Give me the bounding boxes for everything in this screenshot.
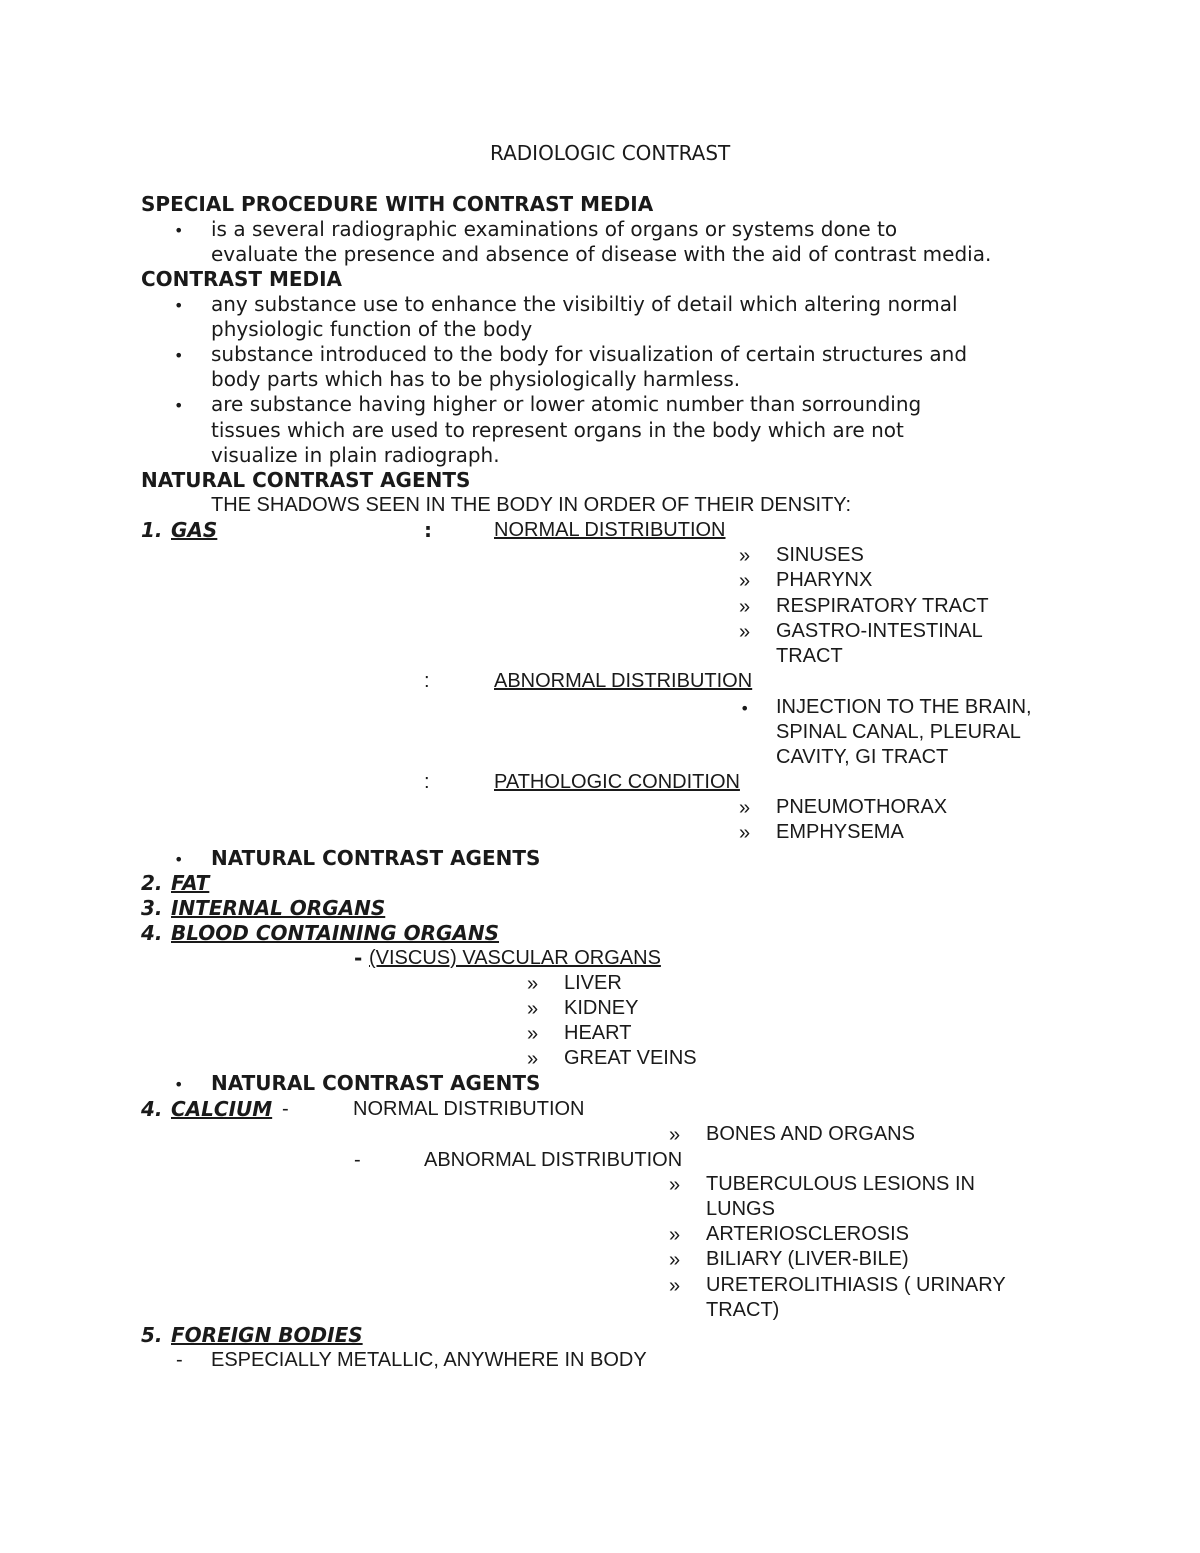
- dash: -: [176, 1349, 183, 1371]
- chevron-icon: »: [669, 1174, 681, 1196]
- contrast-media-line: tissues which are used to represent organs in the body which are not: [211, 418, 904, 442]
- list-item: BILIARY (LIVER-BILE): [706, 1248, 909, 1270]
- fat-label: FAT: [171, 871, 210, 895]
- chevron-icon: »: [527, 1048, 539, 1070]
- chevron-icon: »: [739, 797, 751, 819]
- list-item: PHARYNX: [776, 569, 873, 591]
- calcium-abnormal-label: ABNORMAL DISTRIBUTION: [424, 1149, 683, 1171]
- calcium-normal-label: NORMAL DISTRIBUTION: [353, 1098, 585, 1120]
- internal-organs-label: INTERNAL ORGANS: [171, 896, 386, 920]
- natural-agents-heading: NATURAL CONTRAST AGENTS: [211, 1071, 541, 1095]
- list-item: KIDNEY: [564, 997, 639, 1019]
- item-number: 4.: [141, 921, 163, 945]
- foreign-bodies-label: FOREIGN BODIES: [171, 1323, 363, 1347]
- special-procedure-heading: SPECIAL PROCEDURE WITH CONTRAST MEDIA: [141, 192, 654, 216]
- natural-agents-subheading: THE SHADOWS SEEN IN THE BODY IN ORDER OF THEIR DENSITY:: [211, 494, 852, 516]
- dash: -: [354, 1149, 361, 1171]
- list-item: PNEUMOTHORAX: [776, 796, 948, 818]
- contrast-media-heading: CONTRAST MEDIA: [141, 267, 343, 291]
- contrast-media-line: visualize in plain radiograph.: [211, 443, 500, 467]
- list-item: BONES AND ORGANS: [706, 1123, 915, 1145]
- list-item: HEART: [564, 1022, 632, 1044]
- natural-agents-heading: NATURAL CONTRAST AGENTS: [211, 846, 541, 870]
- dash: -: [354, 946, 363, 970]
- list-item: TRACT: [776, 645, 843, 667]
- vascular-organs-label: (VISCUS) VASCULAR ORGANS: [369, 947, 661, 969]
- bullet-icon: •: [174, 396, 184, 415]
- gas-abnormal-label: ABNORMAL DISTRIBUTION: [494, 670, 753, 692]
- bullet-icon: •: [174, 346, 184, 365]
- list-item: SINUSES: [776, 544, 864, 566]
- bullet-icon: •: [174, 221, 184, 240]
- list-item: LUNGS: [706, 1198, 775, 1220]
- page-title: RADIOLOGIC CONTRAST: [490, 141, 731, 165]
- list-item: EMPHYSEMA: [776, 821, 904, 843]
- special-procedure-line: is a several radiographic examinations of organs or systems done to: [211, 217, 898, 241]
- list-item: TUBERCULOUS LESIONS IN: [706, 1173, 975, 1195]
- contrast-media-line: substance introduced to the body for visualization of certain structures and: [211, 342, 968, 366]
- item-number: 3.: [141, 896, 163, 920]
- colon: :: [424, 518, 432, 542]
- contrast-media-line: any substance use to enhance the visibiltiy of detail which altering normal: [211, 292, 958, 316]
- list-item: RESPIRATORY TRACT: [776, 595, 989, 617]
- item-number: 4.: [141, 1097, 163, 1121]
- chevron-icon: »: [669, 1224, 681, 1246]
- list-item: CAVITY, GI TRACT: [776, 746, 949, 768]
- chevron-icon: »: [739, 596, 751, 618]
- list-item: SPINAL CANAL, PLEURAL: [776, 721, 1021, 743]
- calcium-label: CALCIUM: [171, 1097, 273, 1121]
- item-number: 5.: [141, 1323, 163, 1347]
- list-item: INJECTION TO THE BRAIN,: [776, 696, 1032, 718]
- list-item: ARTERIOSCLEROSIS: [706, 1223, 910, 1245]
- chevron-icon: »: [739, 545, 751, 567]
- gas-label: GAS: [171, 518, 218, 542]
- bullet-icon: •: [740, 699, 750, 718]
- list-item: URETEROLITHIASIS ( URINARY: [706, 1274, 1006, 1296]
- gas-pathologic-label: PATHOLOGIC CONDITION: [494, 771, 740, 793]
- colon: :: [424, 670, 430, 692]
- colon: :: [424, 771, 430, 793]
- dash: -: [282, 1098, 289, 1120]
- blood-organs-label: BLOOD CONTAINING ORGANS: [171, 921, 500, 945]
- bullet-icon: •: [174, 296, 184, 315]
- gas-normal-label: NORMAL DISTRIBUTION: [494, 519, 726, 541]
- chevron-icon: »: [739, 621, 751, 643]
- chevron-icon: »: [739, 570, 751, 592]
- foreign-bodies-item: ESPECIALLY METALLIC, ANYWHERE IN BODY: [211, 1349, 647, 1371]
- bullet-icon: •: [174, 1075, 184, 1094]
- list-item: GREAT VEINS: [564, 1047, 697, 1069]
- item-number: 2.: [141, 871, 163, 895]
- chevron-icon: »: [739, 822, 751, 844]
- chevron-icon: »: [669, 1249, 681, 1271]
- contrast-media-line: are substance having higher or lower atomic number than sorrounding: [211, 392, 922, 416]
- chevron-icon: »: [527, 1023, 539, 1045]
- list-item: TRACT): [706, 1299, 780, 1321]
- special-procedure-line: evaluate the presence and absence of disease with the aid of contrast media.: [211, 242, 992, 266]
- contrast-media-line: body parts which has to be physiologically harmless.: [211, 367, 741, 391]
- chevron-icon: »: [669, 1275, 681, 1297]
- bullet-icon: •: [174, 850, 184, 869]
- list-item: GASTRO-INTESTINAL: [776, 620, 983, 642]
- natural-agents-heading: NATURAL CONTRAST AGENTS: [141, 468, 471, 492]
- list-item: LIVER: [564, 972, 622, 994]
- chevron-icon: »: [669, 1124, 681, 1146]
- chevron-icon: »: [527, 998, 539, 1020]
- item-number: 1.: [141, 518, 163, 542]
- contrast-media-line: physiologic function of the body: [211, 317, 533, 341]
- chevron-icon: »: [527, 973, 539, 995]
